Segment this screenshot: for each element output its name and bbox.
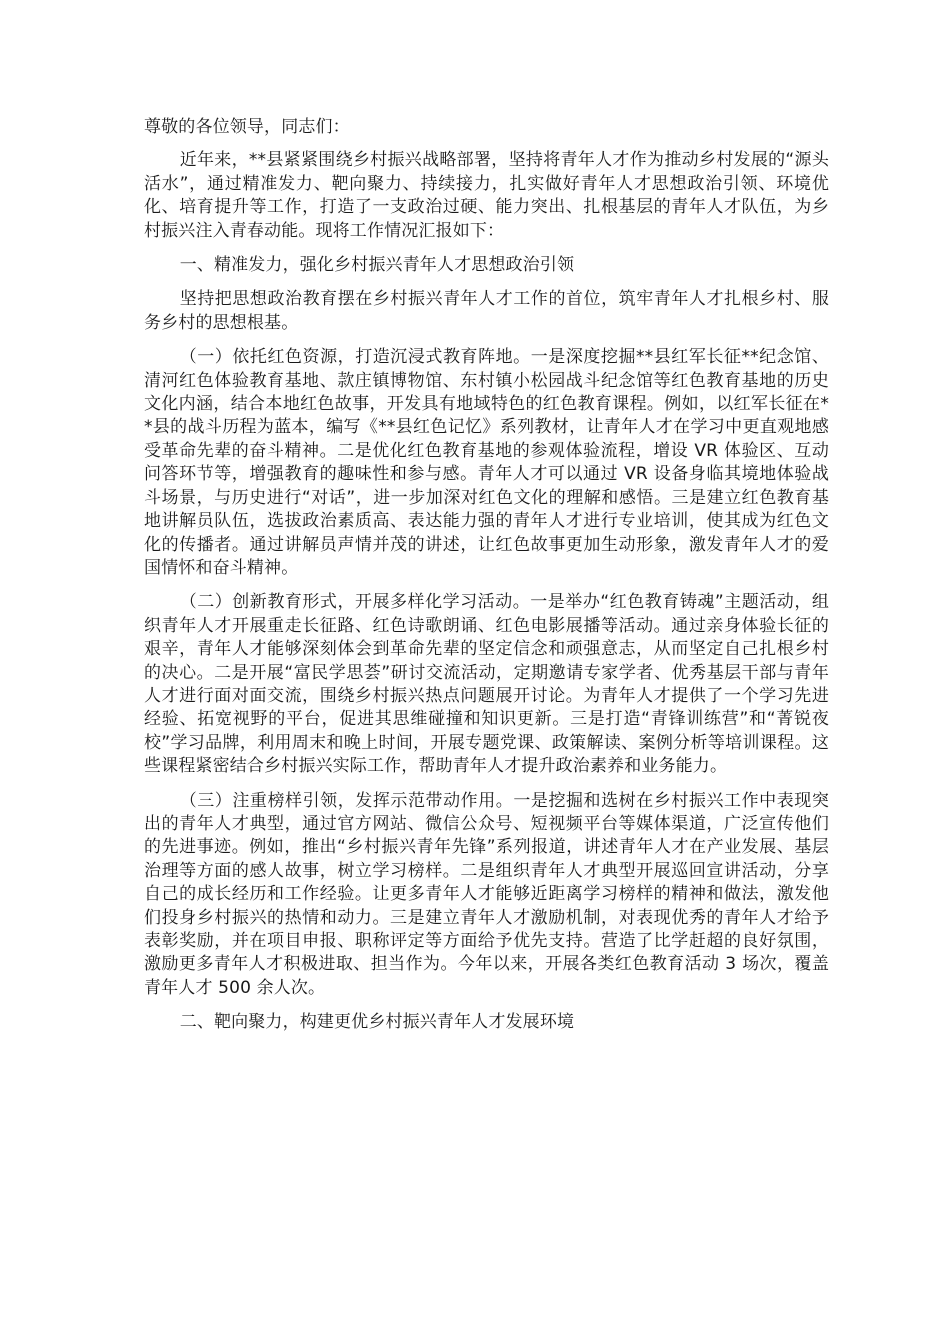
section-1-item-1-paragraph: （一）依托红色资源，打造沉浸式教育阵地。一是深度挖掘**县红军长征**纪念馆、清河红色体验教育基地、款庄镇博物馆、东村镇小松园战斗纪念馆等红色教育基地的历史文化内涵，结合本地红色故事，开发具有地域特色的红色教育课程。例如，以红军长征在**县的战斗历程为蓝本，编写《**县红色记忆》系列教材，让青年人才在学习中更直观地感受革命先辈的奋斗精神。二是优化红色教育基地的参观体验流程，增设 VR 体验区、互动问答环节等，增强教育的趣味性和参与感。青年人才可以通过 VR 设备身临其境地体验战斗场景，与历史进行“对话”，进一步加深对红色文化的理解和感悟。三是建立红色教育基地讲解员队伍，选拔政治素质高、表达能力强的青年人才进行专业培训，使其成为红色文化的传播者。通过讲解员声情并茂的讲述，让红色故事更加生动形象，激发青年人才的爱国情怀和奋斗精神。: [144, 347, 829, 578]
intro-paragraph: 近年来，**县紧紧围绕乡村振兴战略部署，坚持将青年人才作为推动乡村发展的“源头活水”，通过精准发力、靶向聚力、持续接力，扎实做好青年人才思想政治引领、环境优化、培育提升等工作，打造了一支政治过硬、能力突出、扎根基层的青年人才队伍，为乡村振兴注入青春动能。现将工作情况汇报如下：: [144, 150, 829, 241]
section-2-heading: 二、靶向聚力，构建更优乡村振兴青年人才发展环境: [179, 1012, 575, 1033]
section-1-item-3-paragraph: （三）注重榜样引领，发挥示范带动作用。一是挖掘和选树在乡村振兴工作中表现突出的青年人才典型，通过官方网站、微信公众号、短视频平台等媒体渠道，广泛宣传他们的先进事迹。例如，推出“乡村振兴青年先锋”系列报道，讲述青年人才在产业发展、基层治理等方面的感人故事，树立学习榜样。二是组织青年人才典型开展巡回宣讲活动，分享自己的成长经历和工作经验。让更多青年人才能够近距离学习榜样的精神和做法，激发他们投身乡村振兴的热情和动力。三是建立青年人才激励机制，对表现优秀的青年人才给予表彰奖励，并在项目申报、职称评定等方面给予优先支持。营造了比学赶超的良好氛围，激励更多青年人才积极进取、担当作为。今年以来，开展各类红色教育活动 3 场次，覆盖青年人才 500 余人次。: [144, 790, 829, 998]
section-1-heading: 一、精准发力，强化乡村振兴青年人才思想政治引领: [179, 255, 575, 276]
section-1-item-2-paragraph: （二）创新教育形式，开展多样化学习活动。一是举办“红色教育铸魂”主题活动，组织青年人才开展重走长征路、红色诗歌朗诵、红色电影展播等活动。通过亲身体验长征的艰辛，青年人才能够深刻体会到革命先辈的坚定信念和顽强意志，从而坚定自己扎根乡村的决心。二是开展“富民学思荟”研讨交流活动，定期邀请专家学者、优秀基层干部与青年人才进行面对面交流，围绕乡村振兴热点问题展开讨论。为青年人才提供了一个学习先进经验、拓宽视野的平台，促进其思维碰撞和知识更新。三是打造“青锋训练营”和“菁锐夜校”学习品牌，利用周末和晚上时间，开展专题党课、政策解读、案例分析等培训课程。这些课程紧密结合乡村振兴实际工作，帮助青年人才提升政治素养和业务能力。: [144, 592, 829, 777]
salutation: 尊敬的各位领导，同志们：: [144, 117, 350, 137]
section-1-intro-paragraph: 坚持把思想政治教育摆在乡村振兴青年人才工作的首位，筑牢青年人才扎根乡村、服务乡村的思想根基。: [144, 289, 829, 333]
document-body: [144, 116, 829, 1046]
